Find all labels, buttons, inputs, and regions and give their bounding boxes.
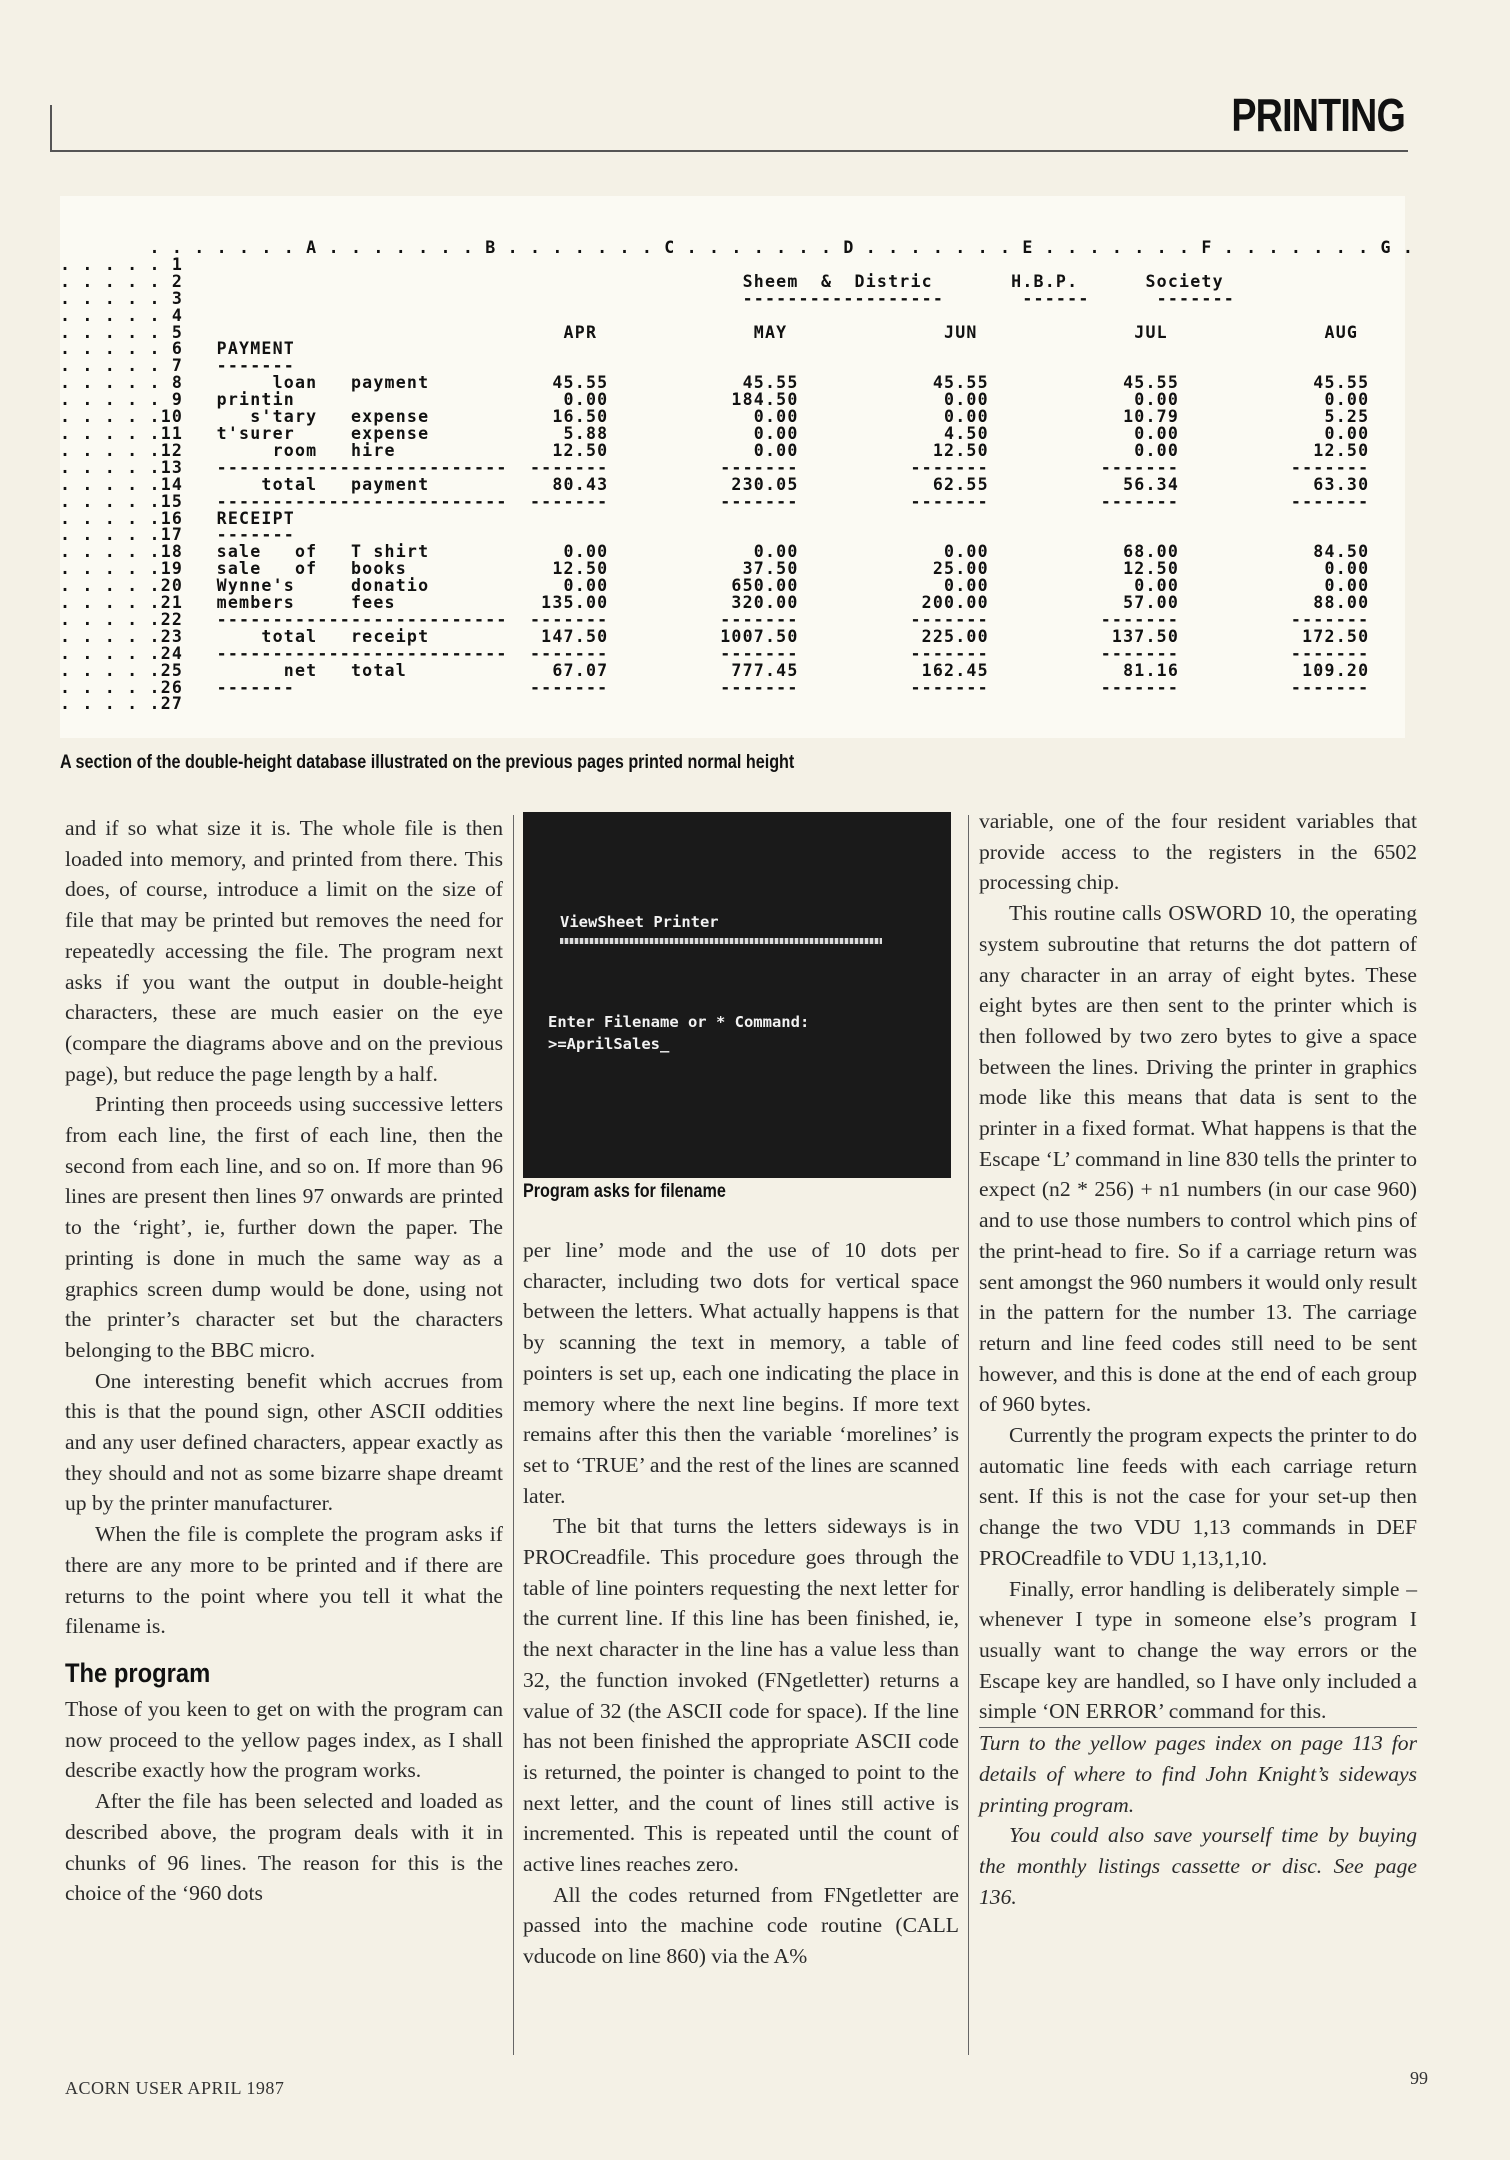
paragraph: Printing then proceeds using successive letters from each line, the first of each line, then the second from each line, and so on. If more than 96 lines are present then lines 97 onwards are printed to the ‘right’, ie, further down the paper. The printing is done in much the same way as a graphics screen dump would be done, using not the printer’s character set but the characters belonging to the BBC micro.: [65, 1092, 503, 1362]
screenshot-underline: [560, 938, 882, 944]
column-divider-2: [968, 815, 969, 2055]
screenshot-caption: Program asks for filename: [523, 1181, 726, 1202]
column-divider-1: [513, 815, 514, 2055]
footer-magazine: ACORN USER APRIL 1987: [65, 2078, 285, 2098]
page-number: 99: [1410, 2068, 1428, 2088]
paragraph: The bit that turns the letters sideways is in PROCreadfile. This procedure goes through the table of line pointers requesting the next letter for the current line. If this line has been finished, ie, the next character in the line has a value less than 32, the function invoked (FNgetletter) returns a value of 32 (the ASCII code for space). If the line has not been finished the appropriate ASCII code is returned, the pointer is changed to point to the next letter, and the count of lines still active is incremented. This is repeated until the count of active lines reaches zero.: [523, 1514, 959, 1877]
section-heading: The program: [65, 1657, 211, 1688]
paragraph: When the file is complete the program asks if there are any more to be printed and if there are returns to the point where you tell it what the filename is.: [65, 1522, 503, 1639]
paragraph: Currently the program expects the printer to do automatic line feeds with each carriage return sent. If this is not the case for your set-up then change the two VDU 1,13 commands in DEF PROCreadfile to VDU 1,13,1,10.: [979, 1423, 1417, 1570]
text-column-2: [523, 1235, 959, 1972]
section-label: PRINTING: [1231, 89, 1405, 141]
footnote: You could also save yourself time by buying the monthly listings cassette or disc. See page 136.: [979, 1823, 1417, 1909]
text-column-1: [65, 813, 503, 1909]
figure-caption: A section of the double-height database illustrated on the previous pages printed normal height: [60, 752, 795, 773]
prompt-input: >=AprilSales_: [548, 1035, 670, 1053]
footnote: Turn to the yellow pages index on page 113 for details of where to find John Knight’s sideways printing program.: [979, 1727, 1417, 1820]
screenshot: [523, 812, 951, 1178]
paragraph: After the file has been selected and loaded as described above, the program deals with it in chunks of 96 lines. The reason for this is the choice of the ‘960 dots: [65, 1789, 503, 1906]
header-rule: [50, 150, 1408, 152]
header-rule-left: [50, 105, 52, 150]
paragraph: All the codes returned from FNgetletter are passed into the machine code routine (CALL vducode on line 860) via the A%: [523, 1882, 959, 1969]
paragraph: Those of you keen to get on with the program can now proceed to the yellow pages index, as I shall describe exactly how the program works.: [65, 1696, 503, 1783]
screenshot-prompt: [548, 1011, 809, 1055]
text-column-3: [979, 806, 1417, 1912]
printout-text: . . . . . . . A . . . . . . . B . . . . . . . C . . . . . . . D . . . . . . . E . . . . . . . F . . . . . . . G . . . . . . 1 . . . . . 2 Sheem & Distric H.B.P. Society . . . . . 3 ------------------ ------ ------- . . . . . 4 . . . . . 5 APR MAY JUN JUL AUG . . . . . 6 PAYMENT . . . . . 7 ------- . . . . . 8 loan payment 45.55 45.55 45.55 45.55 45.55 . . . . . 9 printin 0.00 184.50 0.00 0.00 0.00 . . . . .10 s'tary expense 16.50 0.00 0.00 10.79 5.25 . . . . .11 t'surer expense 5.88 0.00 4.50 0.00 0.00 . . . . .12 room hire 12.50 0.00 12.50 0.00 12.50 . . . . .13 -------------------------- ------- ------- ------- ------- ------- . . . . .14 total payment 80.43 230.05 62.55 56.34 63.30 . . . . .15 -------------------------- ------- ------- ------- ------- ------- . . . . .16 RECEIPT . . . . .17 ------- . . . . .18 sale of T shirt 0.00 0.00 0.00 68.00 84.50 . . . . .19 sale of books 12.50 37.50 25.00 12.50 0.00 . . . . .20 Wynne's donatio 0.00 650.00 0.00 0.00 0.00 . . . . .21 members fees 135.00 320.00 200.00 57.00 88.00 . . . . .22 -------------------------- ------- ------- ------- ------- ------- . . . . .23 total receipt 147.50 1007.50 225.00 137.50 172.50 . . . . .24 -------------------------- ------- ------- ------- ------- ------- . . . . .25 net total 67.07 777.45 162.45 81.16 109.20 . . . . .26 ------- ------- ------- ------- ------- ------- . . . . .27: [60, 238, 1415, 714]
paragraph: per line’ mode and the use of 10 dots per character, including two dots for vertical space between the letters. What actually happens is that by scanning the text in memory, a table of pointers is set up, each one indicating the place in memory where the next line begins. If more text remains after this then the variable ‘morelines’ is set to ‘TRUE’ and the rest of the lines are scanned later.: [523, 1238, 959, 1508]
screenshot-title: ViewSheet Printer: [560, 913, 719, 931]
paragraph: and if so what size it is. The whole file is then loaded into memory, and printed from there. This does, of course, introduce a limit on the size of file that may be printed but removes the need for repeatedly accessing the file. The program next asks if you want the output in double-height characters, these are much easier on the eye (compare the diagrams above and on the previous page), but reduce the page length by a half.: [65, 816, 503, 1086]
paragraph: This routine calls OSWORD 10, the operating system subroutine that returns the dot pattern of any character in an array of eight bytes. These eight bytes are then sent to the printer which is then followed by two zero bytes to give a space between the lines. Driving the printer in graphics mode like this means that data is sent to the printer in a fixed format. What happens is that the Escape ‘L’ command in line 830 tells the printer to expect (n2 * 256) + n1 numbers (in our case 960) and to use those numbers to control which pins of the print-head to fire. So if a carriage return was sent amongst the 960 numbers it would only result in the pattern for the number 13. The carriage return and line feed codes still need to be sent however, and this is done at the end of each group of 960 bytes.: [979, 901, 1417, 1417]
paragraph: Finally, error handling is deliberately simple – whenever I type in someone else’s program I usually want to change the way errors or the Escape key are handled, so I have only included a simple ‘ON ERROR’ command for this.: [979, 1576, 1417, 1724]
paragraph: One interesting benefit which accrues from this is that the pound sign, other ASCII oddities and any user defined characters, appear exactly as they should and not as some bizarre shape dreamt up by the printer manufacturer.: [65, 1368, 503, 1516]
paragraph: variable, one of the four resident variables that provide access to the registers in the 6502 processing chip.: [979, 809, 1417, 895]
prompt-line: Enter Filename or * Command:: [548, 1013, 810, 1031]
